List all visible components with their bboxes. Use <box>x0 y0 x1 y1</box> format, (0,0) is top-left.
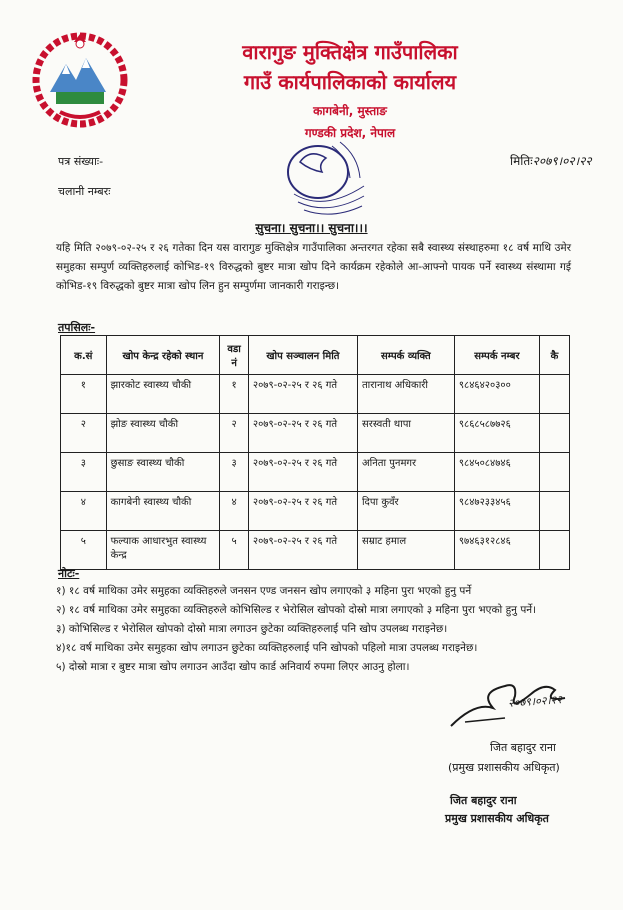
table-row <box>61 414 570 453</box>
signer-title: (प्रमुख प्रशासकीय अधिकृत) <box>448 761 560 774</box>
date-label: मितिः <box>510 154 533 168</box>
note-item: २) १८ वर्ष माथिका उमेर समुहका व्यक्तिहरुले कोभिसिल्ड र भेरोसिल खोपको दोस्रो मात्रा लगाएको ३ महिना पुरा भएको हुनु पर्ने। <box>56 604 537 616</box>
details-heading: तपसिलः- <box>58 321 96 334</box>
notes-list <box>56 582 566 677</box>
cell-date: २०७९-०२-२५ र २६ गते <box>248 414 357 453</box>
stamp-signer-name: जित बहादुर राना <box>450 794 517 807</box>
table-row <box>61 375 570 414</box>
office-subtitle: गाउँ कार्यपालिकाको कार्यालय <box>243 70 457 94</box>
date-value: २०७९।०२।२२ <box>532 154 592 168</box>
notice-title: सुचना। सुचना।। सुचना।।। <box>255 221 368 235</box>
col-contact-person: सम्पर्क व्यक्ति <box>357 336 454 375</box>
office-province: गण्डकी प्रदेश, नेपाल <box>304 126 396 140</box>
cell-remarks <box>539 414 569 453</box>
nepal-emblem-icon <box>30 30 130 130</box>
stamp-signer-title: प्रमुख प्रशासकीय अधिकृत <box>445 812 549 825</box>
notes-heading: नोटः- <box>58 567 80 580</box>
cell-remarks <box>539 531 569 570</box>
col-ward: वडा नं <box>220 336 249 375</box>
cell-remarks <box>539 453 569 492</box>
note-item: ४)१८ वर्ष माथिका उमेर समुहका खोप लगाउन छुटेका व्यक्तिहरुलाई पनि खोपको पहिलो मात्रा उपलब्ध गराइनेछ। <box>56 642 478 654</box>
col-contact-number: सम्पर्क नम्बर <box>454 336 539 375</box>
office-stamp-icon <box>270 132 380 228</box>
table-row <box>61 453 570 492</box>
cell-date: २०७९-०२-२५ र २६ गते <box>248 531 357 570</box>
dispatch-number-label: चलानी नम्बरः <box>58 185 111 198</box>
cell-contact-person: दिपा कुवँर <box>357 492 454 531</box>
col-center: खोप केन्द्र रहेको स्थान <box>106 336 220 375</box>
cell-center: झारकोट स्वास्थ्य चौकी <box>106 375 220 414</box>
cell-remarks <box>539 492 569 531</box>
cell-serial: २ <box>61 414 107 453</box>
office-name: वारागुङ मुक्तिक्षेत्र गाउँपालिका <box>242 40 458 64</box>
cell-date: २०७९-०२-२५ र २६ गते <box>248 453 357 492</box>
cell-contact-number: ९८६८५८७७२६ <box>454 414 539 453</box>
cell-date: २०७९-०२-२५ र २६ गते <box>248 492 357 531</box>
letter-number-label: पत्र संख्याः- <box>58 155 104 168</box>
cell-serial: १ <box>61 375 107 414</box>
cell-serial: ४ <box>61 492 107 531</box>
cell-date: २०७९-०२-२५ र २६ गते <box>248 375 357 414</box>
cell-contact-number: ९८४५०८४७४६ <box>454 453 539 492</box>
notice-paragraph: यहि मिति २०७९-०२-२५ र २६ गतेका दिन यस वारागुङ मुक्तिक्षेत्र गाउँपालिका अन्तरगत रहेका सबै स्वास्थ्य संस्थाहरुमा १८ वर्ष माथि उमेर समुहका सम्पुर्ण व्यक्तिहरुलाई कोभिड-१९ विरुद्धको बुष्टर मात्रा खोप दिने कार्यक्रम रहेकोले आ-आफ्नो पायक पर्ने स्वास्थ्य संस्थामा गई कोभिड-१९ विरुद्धको बुष्टर मात्रा खोप लिन हुन सम्पुर्णमा जानकारी गराइन्छ। <box>56 242 571 292</box>
cell-center: फल्याक आधारभुत स्वास्थ्य केन्द्र <box>106 531 220 570</box>
vaccination-centers-table <box>60 335 570 570</box>
cell-center: छुसाङ स्वास्थ्य चौकी <box>106 453 220 492</box>
signer-name: जित बहादुर राना <box>490 741 556 754</box>
col-remarks: कै <box>539 336 569 375</box>
cell-center: कागबेनी स्वास्थ्य चौकी <box>106 492 220 531</box>
col-serial: क.सं <box>61 336 107 375</box>
cell-contact-person: सम्राट हमाल <box>357 531 454 570</box>
cell-contact-number: ९७४६३१२८४६ <box>454 531 539 570</box>
cell-contact-person: सरस्वती थापा <box>357 414 454 453</box>
cell-serial: ३ <box>61 453 107 492</box>
note-item: १) १८ वर्ष माथिका उमेर समुहका व्यक्तिहरुले जनसन एण्ड जनसन खोप लगाएको ३ महिना पुरा भएको हुनु पर्ने <box>56 585 472 597</box>
cell-serial: ५ <box>61 531 107 570</box>
cell-center: झोङ स्वास्थ्य चौकी <box>106 414 220 453</box>
table-header-row <box>61 336 570 375</box>
cell-ward: २ <box>220 414 249 453</box>
col-date: खोप सञ्चालन मिति <box>248 336 357 375</box>
cell-ward: ३ <box>220 453 249 492</box>
signature-date: २०७९।०२।२२ <box>507 693 563 710</box>
office-address: कागबेनी, मुस्ताङ <box>313 104 387 118</box>
note-item: ५) दोस्रो मात्रा र बुष्टर मात्रा खोप लगाउन आउँदा खोप कार्ड अनिवार्य रुपमा लिएर आउनु होला। <box>56 661 410 673</box>
cell-ward: ५ <box>220 531 249 570</box>
cell-contact-number: ९८४६४२०३०० <box>454 375 539 414</box>
table-row <box>61 492 570 531</box>
table-row <box>61 531 570 570</box>
cell-remarks <box>539 375 569 414</box>
cell-ward: १ <box>220 375 249 414</box>
cell-contact-number: ९८४७२३३४५६ <box>454 492 539 531</box>
cell-ward: ४ <box>220 492 249 531</box>
note-item: ३) कोभिसिल्ड र भेरोसिल खोपको दोस्रो मात्रा लगाउन छुटेका व्यक्तिहरुलाई पनि खोप उपलब्ध गराइनेछ। <box>56 623 448 635</box>
cell-contact-person: अनिता पुनमगर <box>357 453 454 492</box>
cell-contact-person: तारानाथ अधिकारी <box>357 375 454 414</box>
letter-date <box>510 152 592 169</box>
